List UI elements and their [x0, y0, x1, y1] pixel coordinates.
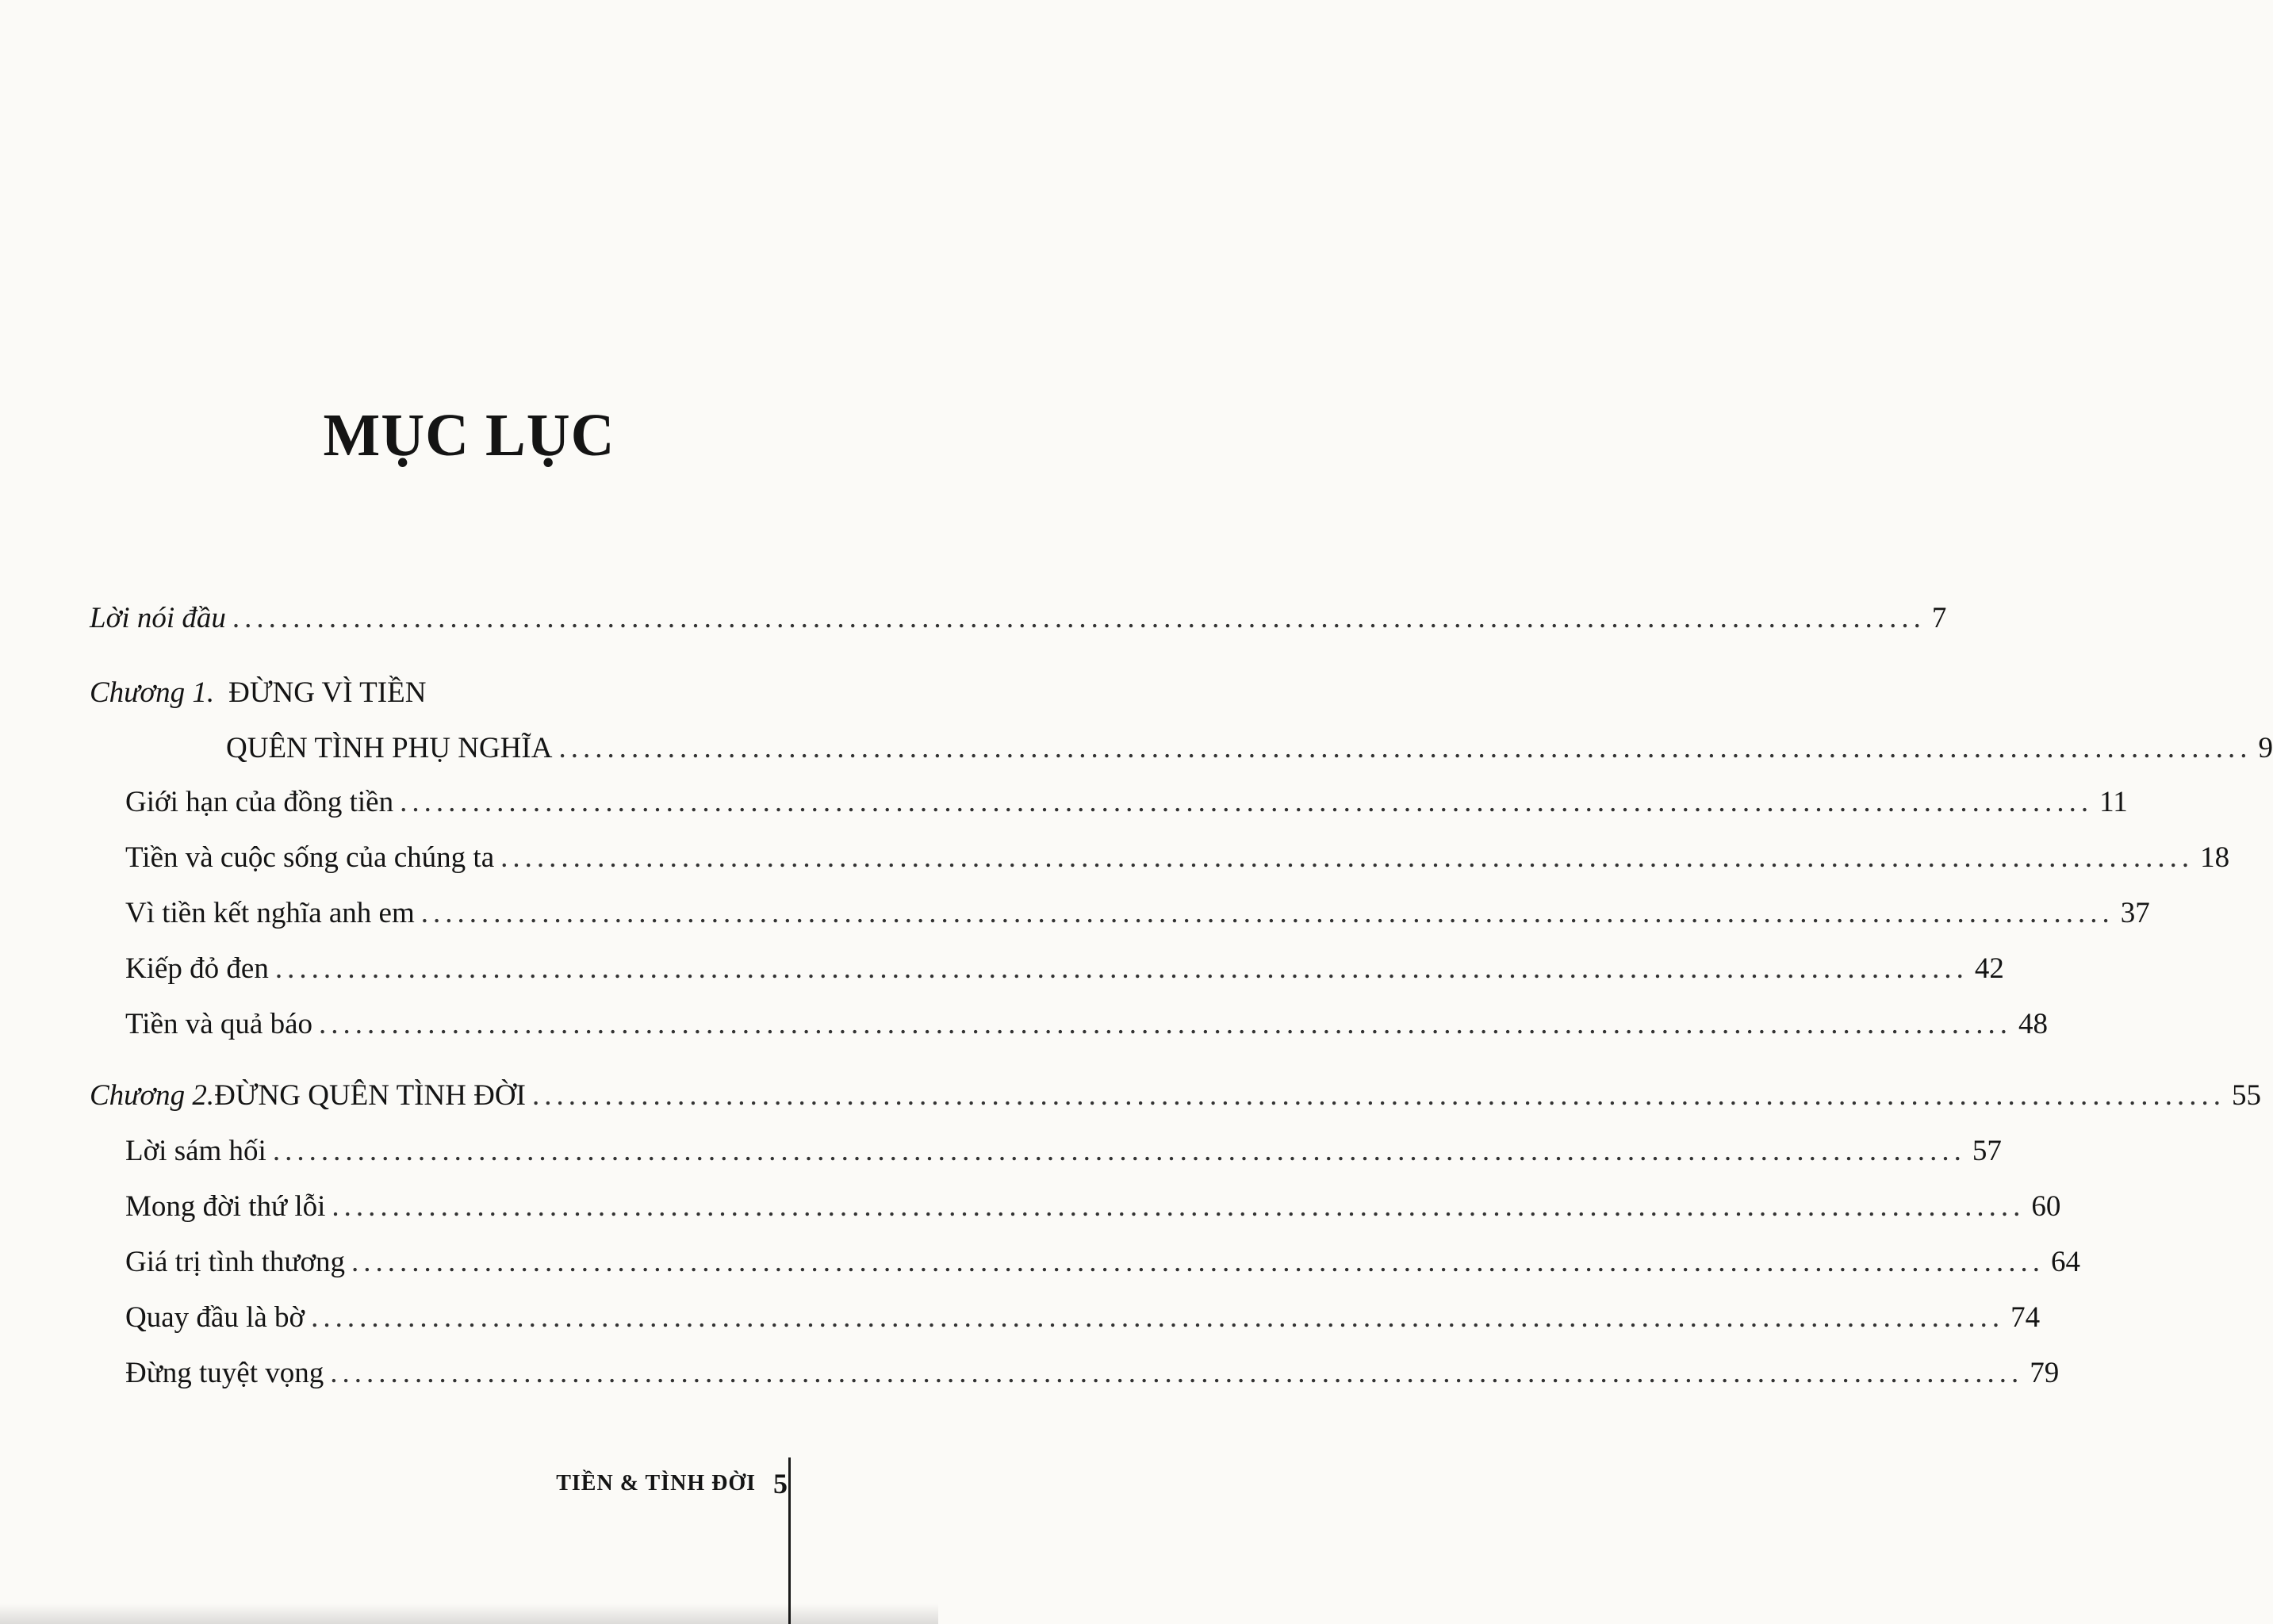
toc-entry[interactable]	[125, 839, 2230, 877]
toc-entry-page: 42	[1974, 952, 2004, 985]
chapter-1-title-line2: QUÊN TÌNH PHỤ NGHĨA	[226, 732, 553, 764]
dot-leader: ............................................................................................................................................	[400, 786, 2094, 818]
chapter-1-title-line1: ĐỪNG VÌ TIỀN	[228, 676, 427, 709]
chapter-1-page: 9	[2258, 732, 2273, 764]
dot-leader: ............................................................................................................................................	[351, 1246, 2045, 1278]
dot-leader: ............................................................................................................................................	[420, 897, 2114, 929]
toc-entry[interactable]	[125, 1243, 2081, 1281]
toc-entry-label: Giá trị tình thương	[125, 1246, 346, 1278]
chapter-1-heading-line2[interactable]	[226, 730, 2273, 768]
toc-entry[interactable]	[125, 950, 2004, 988]
toc-entry-label: Tiền và quả báo	[125, 1008, 313, 1040]
page-edge-rule	[788, 1457, 791, 1624]
chapter-2-heading[interactable]	[90, 1077, 2261, 1115]
dot-leader: ............................................................................................................................................	[558, 732, 2252, 764]
dot-leader: ............................................................................................................................................	[272, 1135, 1966, 1167]
toc-entry[interactable]	[125, 1005, 2049, 1044]
dot-leader: ............................................................................................................................................	[500, 841, 2194, 874]
toc-entry-label: Kiếp đỏ đen	[125, 952, 269, 985]
toc-entry-intro[interactable]	[90, 599, 1947, 638]
toc-entry[interactable]	[125, 1299, 2041, 1337]
toc-entry[interactable]	[125, 894, 2150, 933]
toc-entry-page: 57	[1972, 1135, 2002, 1167]
toc-entry-page: 48	[2018, 1008, 2049, 1040]
chapter-1-label: Chương 1.	[90, 676, 215, 709]
toc-entry-label: Vì tiền kết nghĩa anh em	[125, 897, 415, 929]
dot-leader: ............................................................................................................................................	[311, 1301, 2005, 1334]
toc-entry-page: 18	[2200, 841, 2230, 874]
toc-entry-label: Giới hạn của đồng tiền	[125, 786, 394, 818]
toc-entry-page: 7	[1931, 602, 1947, 634]
chapter-2-page: 55	[2231, 1079, 2261, 1112]
page-title: MỤC LỤC	[323, 402, 615, 469]
chapter-2-label: Chương 2.	[90, 1079, 215, 1112]
toc-entry-label: Quay đầu là bờ	[125, 1301, 305, 1334]
toc-entry-page: 60	[2031, 1190, 2061, 1223]
toc-entry-label: Lời nói đầu	[90, 602, 226, 634]
toc-entry-page: 64	[2051, 1246, 2081, 1278]
toc-entry-page: 11	[2099, 786, 2128, 818]
toc-entry[interactable]	[125, 1132, 2002, 1170]
dot-leader: ............................................................................................................................................	[232, 602, 1926, 634]
chapter-2-title: ĐỪNG QUÊN TÌNH ĐỜI	[214, 1079, 526, 1112]
toc-entry-page: 37	[2120, 897, 2150, 929]
chapter-1-heading[interactable]	[90, 674, 426, 712]
toc-entry[interactable]	[125, 783, 2128, 822]
toc-entry-page: 74	[2010, 1301, 2041, 1334]
toc-entry-page: 79	[2030, 1357, 2060, 1389]
toc-entry[interactable]	[125, 1188, 2061, 1226]
dot-leader: ............................................................................................................................................	[531, 1079, 2225, 1112]
footer-book-title: TIỀN & TÌNH ĐỜI	[556, 1471, 756, 1496]
footer-page-number: 5	[773, 1468, 788, 1500]
running-footer	[556, 1467, 788, 1500]
toc-entry-label: Mong đời thứ lỗi	[125, 1190, 326, 1223]
toc-entry-label: Lời sám hối	[125, 1135, 266, 1167]
page-edge-shadow	[0, 1603, 938, 1624]
dot-leader: ............................................................................................................................................	[319, 1008, 2013, 1040]
toc-entry-label: Tiền và cuộc sống của chúng ta	[125, 841, 495, 874]
dot-leader: ............................................................................................................................................	[274, 952, 1968, 985]
toc-entry[interactable]	[125, 1354, 2060, 1392]
toc-entry-label: Đừng tuyệt vọng	[125, 1357, 324, 1389]
dot-leader: ............................................................................................................................................	[332, 1190, 2026, 1223]
dot-leader: ............................................................................................................................................	[330, 1357, 2024, 1389]
